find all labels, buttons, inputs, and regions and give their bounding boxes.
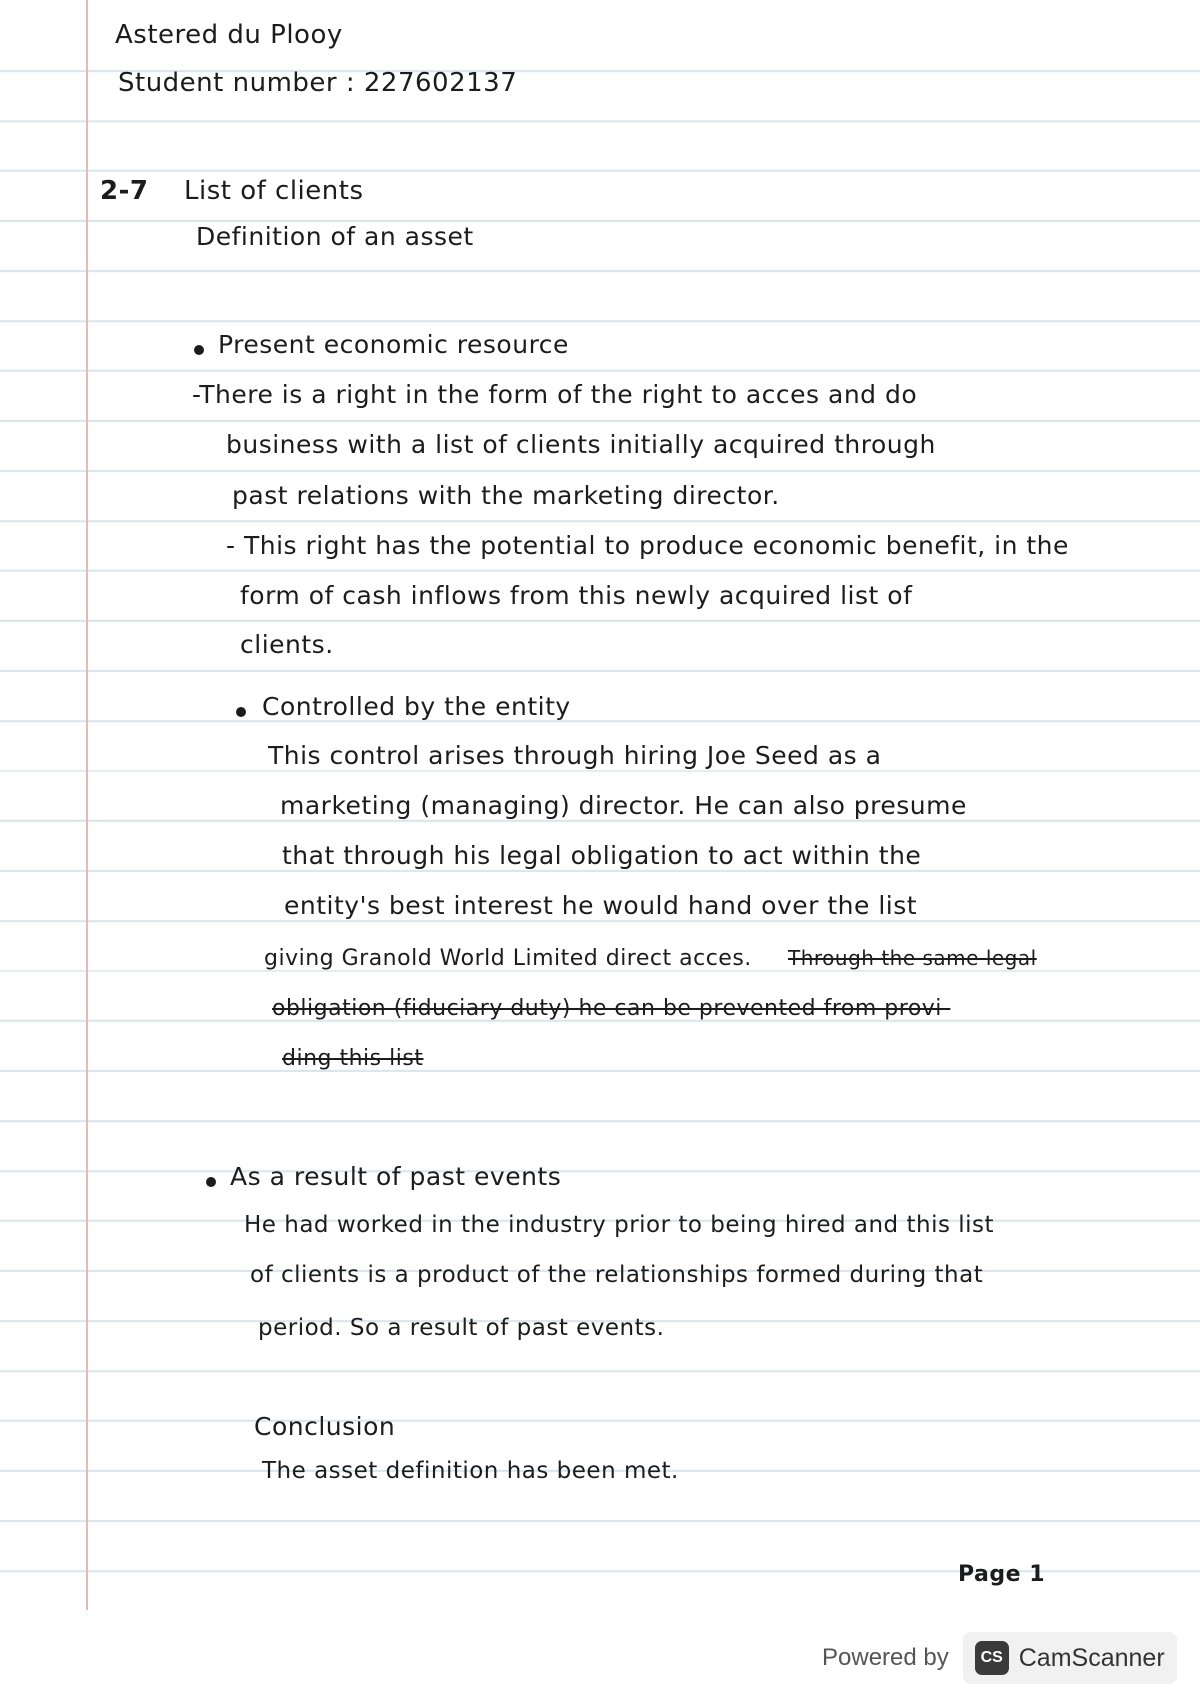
- camscanner-watermark: [822, 1632, 1177, 1684]
- past-line: He had worked in the industry prior to being hired and this list: [244, 1212, 995, 1238]
- author-name: Astered du Plooy: [115, 20, 343, 50]
- section-number: 2-7: [100, 176, 149, 206]
- control-line: entity's best interest he would hand over the list: [284, 891, 918, 920]
- struck-text: Through the same legal: [788, 946, 1037, 970]
- camscanner-badge: [963, 1632, 1177, 1684]
- conclusion-heading: Conclusion: [254, 1412, 396, 1441]
- bullet-icon: [194, 345, 204, 355]
- camscanner-name: CamScanner: [1018, 1643, 1165, 1672]
- student-number: Student number : 227602137: [118, 68, 518, 98]
- camscanner-icon: CS: [975, 1641, 1009, 1675]
- resource-line: form of cash inflows from this newly acquired list of: [240, 581, 913, 610]
- control-line: giving Granold World Limited direct acces.: [264, 946, 752, 971]
- powered-by-label: Powered by: [822, 1644, 949, 1671]
- past-line: period. So a result of past events.: [258, 1315, 665, 1341]
- margin-line: [86, 0, 88, 1610]
- bullet-icon: [236, 707, 246, 717]
- resource-line: -There is a right in the form of the right to acces and do: [192, 380, 918, 409]
- control-line: marketing (managing) director. He can also presume: [280, 791, 967, 820]
- conclusion-text: The asset definition has been met.: [262, 1458, 679, 1484]
- bullet-icon: [206, 1177, 216, 1187]
- struck-text: ding this list: [282, 1046, 424, 1071]
- section-title: List of clients: [184, 176, 364, 206]
- past-line: of clients is a product of the relationships formed during that: [250, 1262, 984, 1288]
- control-line: This control arises through hiring Joe Seed as a: [268, 741, 882, 770]
- past-heading: As a result of past events: [230, 1162, 562, 1191]
- control-line: that through his legal obligation to act within the: [282, 841, 922, 870]
- control-heading: Controlled by the entity: [262, 692, 571, 721]
- resource-line: past relations with the marketing director.: [232, 481, 780, 510]
- section-subtitle: Definition of an asset: [196, 222, 474, 251]
- page-number: Page 1: [958, 1562, 1046, 1587]
- resource-line: clients.: [240, 630, 334, 659]
- struck-text: obligation (fiduciary duty) he can be prevented from provi-: [272, 996, 951, 1021]
- resource-line: business with a list of clients initially acquired through: [226, 430, 936, 459]
- resource-heading: Present economic resource: [218, 330, 569, 359]
- resource-line: - This right has the potential to produce economic benefit, in the: [226, 531, 1069, 560]
